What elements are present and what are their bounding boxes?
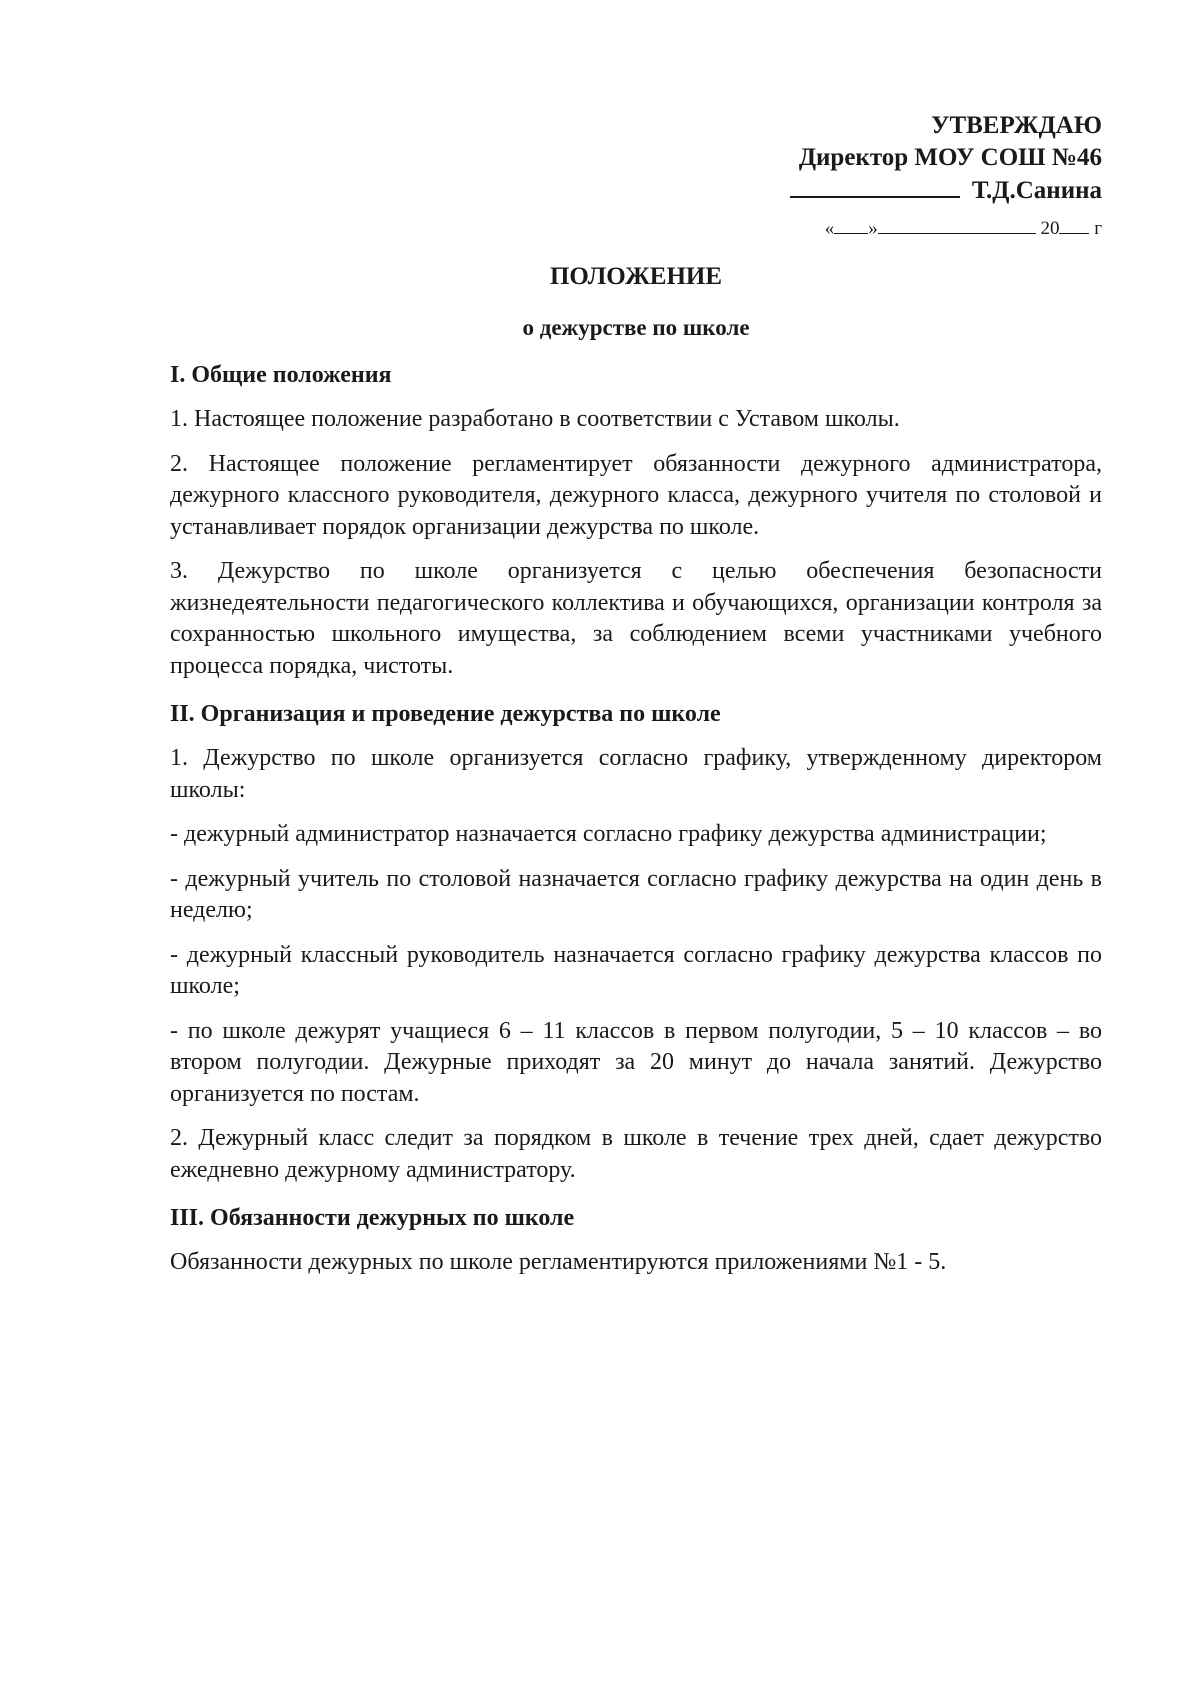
section-duties xyxy=(170,1203,1102,1279)
section-heading: II. Организация и проведение дежурства по школе xyxy=(170,701,721,727)
document-content xyxy=(170,110,1102,1279)
paragraph: 1. Настоящее положение разработано в соответствии с Уставом школы. xyxy=(170,406,900,432)
list-item: - дежурный администратор назначается согласно графику дежурства администрации; xyxy=(170,821,1047,847)
paragraph: 1. Дежурство по школе организуется согласно графику, утвержденному директором школы: xyxy=(170,745,1102,803)
approval-block xyxy=(170,110,1102,243)
section-general xyxy=(170,360,1102,682)
date-year-prefix: 20 xyxy=(1040,218,1060,239)
date-month-blank xyxy=(878,217,1036,234)
paragraph: Обязанности дежурных по школе регламентируются приложениями №1 - 5. xyxy=(170,1249,947,1275)
paragraph: 2. Настоящее положение регламентирует обязанности дежурного администратора, дежурного классного руководителя, дежурного класса, дежурного учителя по столовой и устанавливает порядок организации дежурства по школе. xyxy=(170,450,1102,540)
list-item: - по школе дежурят учащиеся 6 – 11 классов в первом полугодии, 5 – 10 классов – во втором полугодии. Дежурные приходят за 20 минут до начала занятий. Дежурство организуется по постам. xyxy=(170,1017,1102,1107)
approval-signer: Т.Д.Санина xyxy=(971,177,1102,204)
date-year-suffix: г xyxy=(1094,218,1102,239)
section-heading: III. Обязанности дежурных по школе xyxy=(170,1205,575,1231)
date-day-blank xyxy=(834,217,868,234)
document-title: ПОЛОЖЕНИЕ xyxy=(549,263,723,290)
date-close-quote: » xyxy=(868,218,878,239)
list-item: - дежурный классный руководитель назначается согласно графику дежурства классов по школе; xyxy=(170,941,1102,999)
approval-position: Директор МОУ СОШ №46 xyxy=(798,144,1102,171)
date-year-blank xyxy=(1059,217,1089,234)
signature-line xyxy=(790,174,960,198)
date-open-quote: « xyxy=(824,218,835,239)
document-subtitle: о дежурстве по школе xyxy=(522,315,750,340)
paragraph: 3. Дежурство по школе организуется с целью обеспечения безопасности жизнедеятельности педагогического коллектива и обучающихся, организации контроля за сохранностью школьного имущества, за соблюдением всеми участниками учебного процесса порядка, чистоты. xyxy=(170,558,1102,679)
approval-heading: УТВЕРЖДАЮ xyxy=(931,112,1102,139)
paragraph: 2. Дежурный класс следит за порядком в школе в течение трех дней, сдает дежурство ежедневно дежурному администратору. xyxy=(170,1125,1102,1183)
section-organization xyxy=(170,699,1102,1186)
list-item: - дежурный учитель по столовой назначается согласно графику дежурства на один день в неделю; xyxy=(170,865,1102,923)
approval-date-row xyxy=(170,215,1102,243)
section-heading: I. Общие положения xyxy=(170,362,392,388)
approval-signature-row xyxy=(170,174,1102,207)
